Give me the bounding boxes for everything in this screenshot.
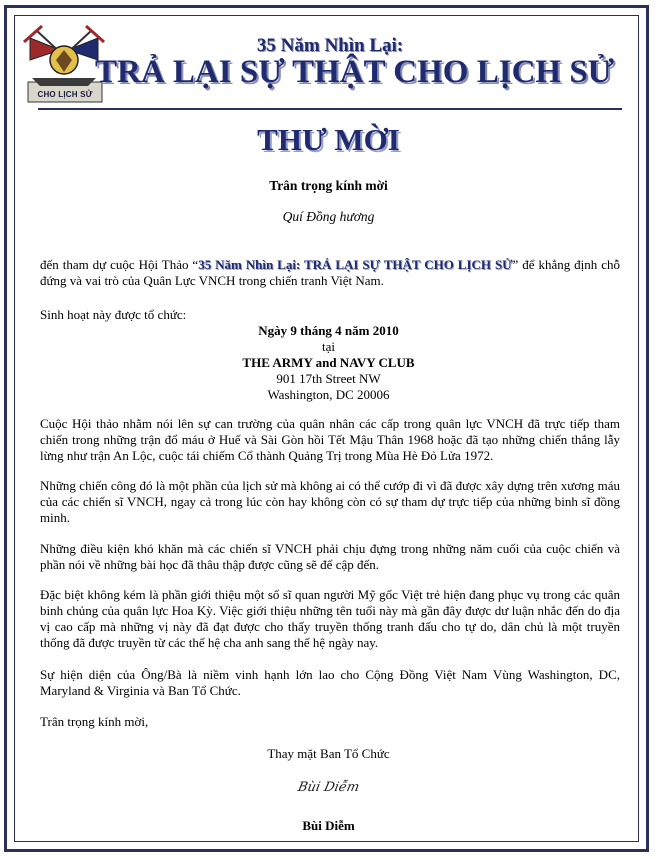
paragraph-1: Cuộc Hội thảo nhằm nói lên sự can trường của quân nhân các cấp trong quân lực VNCH đã trực tiếp tham chiến trong những trận đổ máu ở Huế và Sài Gòn hồi Tết Mậu Thân 1968 hoặc đã tạo những chiến thắng lẫy lừng như trận An Lộc, cuộc tái chiếm Cổ thành Quảng Trị trong Mùa Hè Đỏ Lửa 1972. <box>40 416 620 463</box>
paragraph-5: Sự hiện diện của Ông/Bà là niềm vinh hạnh lớn lao cho Cộng Đồng Việt Nam Vùng Washington, DC, Maryland & Virginia và Ban Tổ Chức. <box>40 667 620 698</box>
intro-paragraph <box>40 257 620 289</box>
closing-line: Trân trọng kính mời, <box>40 714 149 729</box>
on-behalf-line: Thay mặt Ban Tổ Chức <box>267 746 390 761</box>
intro-after: ” để khẳng định chỗ đứng và vai trò của Quân Lực VNCH trong chiến tranh Việt Nam. <box>40 257 620 288</box>
event-at: tại <box>322 339 335 354</box>
logo-caption: CHO LỊCH SỬ <box>37 90 93 99</box>
intro-before: đến tham dự cuộc Hội Thảo “ <box>40 257 199 272</box>
paragraph-4: Đặc biệt không kém là phần giới thiệu một số sĩ quan người Mỹ gốc Việt trẻ hiện đang phục vụ trong các quân binh chủng của quân lực Hoa Kỳ. Việc giới thiệu những tên tuổi này mà gần đây được dư luận nhắc đến do địa vị cao cấp mà những vị này đã đạt được cho thấy truyền thống tranh đấu cho tự do, dân chủ là một truyền thống đã được truyền từ các thế hệ cha anh sang thế hệ ngày nay. <box>40 587 620 650</box>
audience: Quí Đồng hương <box>282 209 375 224</box>
handwritten-signature: Bùi Diễm <box>296 780 361 795</box>
header-title: TRẢ LẠI SỰ THẬT CHO LỊCH SỬ <box>95 54 614 90</box>
event-street: 901 17th Street NW <box>276 371 381 386</box>
signer-name: Bùi Diễm <box>302 818 355 833</box>
organized-line: Sinh hoạt này được tổ chức: <box>40 307 187 322</box>
intro-event-title: 35 Năm Nhìn Lại: TRẢ LẠI SỰ THẬT CHO LỊCH SỬ <box>198 257 513 272</box>
event-details <box>0 323 657 403</box>
greeting: Trân trọng kính mời <box>269 178 388 193</box>
paragraph-2: Những chiến công đó là một phần của lịch sử mà không ai có thể cướp đi vì đã được xây dựng trên xương máu của các chiến sĩ VNCH, ngay cả trong lúc còn hay không còn có sự tham dự trực tiếp của những binh sĩ đồng minh. <box>40 478 620 525</box>
paragraph-3: Những điều kiện khó khăn mà các chiến sĩ VNCH phải chịu đựng trong những năm cuối của cuộc chiến và phần nói về những bài học đã thâu thập được cũng sẽ để cập đến. <box>40 541 620 572</box>
event-date: Ngày 9 tháng 4 năm 2010 <box>258 323 399 338</box>
event-city: Washington, DC 20006 <box>267 387 390 402</box>
header-divider <box>38 108 622 110</box>
letter-heading: THƯ MỜI <box>257 122 400 157</box>
header-subtitle: 35 Năm Nhìn Lại: <box>256 35 404 56</box>
event-venue: THE ARMY and NAVY CLUB <box>242 355 415 370</box>
